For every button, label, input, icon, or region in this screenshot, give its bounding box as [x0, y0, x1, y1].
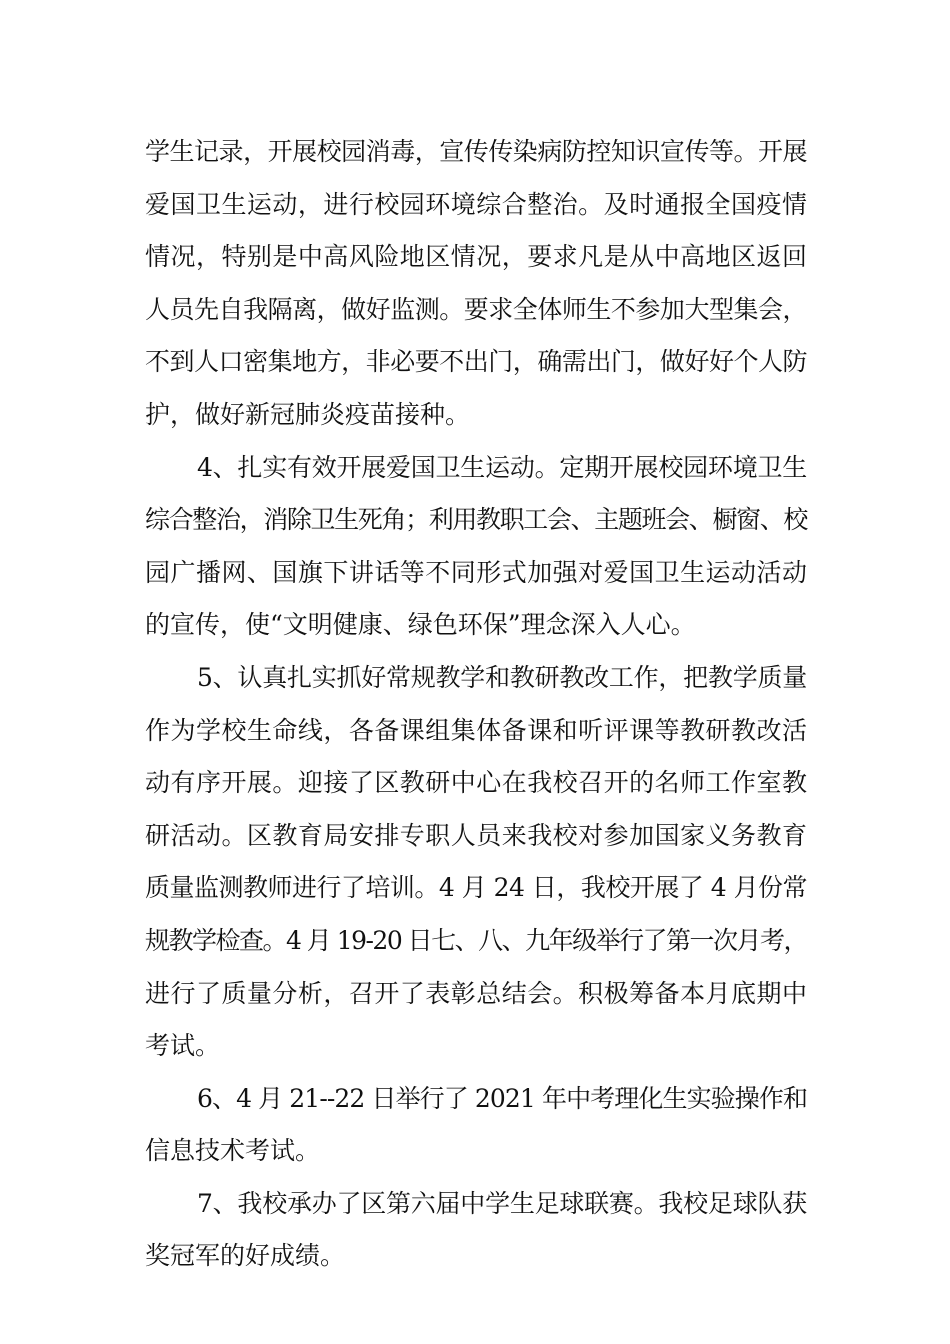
text-line: 5、认真扎实抓好常规教学和教研教改工作，把教学质量 — [197, 662, 807, 692]
paragraph-item-5 — [145, 652, 807, 1073]
text-line: 研活动。区教育局安排专职人员来我校对参加国家义务教育 — [145, 820, 807, 850]
text-line: 6、4 月 21--22 日举行了 2021 年中考理化生实验操作和 — [197, 1083, 808, 1113]
text-line: 规教学检查。4 月 19-20 日七、八、九年级举行了第一次月考， — [145, 925, 807, 955]
text-line: 4、扎实有效开展爱国卫生运动。定期开展校园环境卫生 — [197, 452, 807, 482]
text-line: 考试。 — [145, 1031, 221, 1061]
paragraph-item-6 — [145, 1073, 807, 1178]
text-line: 质量监测教师进行了培训。4 月 24 日，我校开展了 4 月份常 — [145, 873, 808, 903]
text-line: 爱国卫生运动，进行校园环境综合整治。及时通报全国疫情 — [145, 189, 807, 219]
text-line: 的宣传，使“文明健康、绿色环保”理念深入人心。 — [145, 610, 696, 640]
document-body — [145, 126, 807, 1283]
text-line: 情况，特别是中高风险地区情况，要求凡是从中高地区返回 — [145, 242, 807, 272]
text-line: 综合整治，消除卫生死角；利用教职工会、主题班会、橱窗、校 — [145, 505, 807, 535]
text-line: 动有序开展。迎接了区教研中心在我校召开的名师工作室教 — [145, 768, 807, 798]
text-line: 学生记录，开展校园消毒，宣传传染病防控知识宣传等。开展 — [145, 137, 808, 166]
text-line: 不到人口密集地方，非必要不出门，确需出门，做好好个人防 — [145, 347, 808, 377]
paragraph-epidemic-prevention — [145, 126, 807, 442]
text-line: 园广播网、国旗下讲话等不同形式加强对爱国卫生运动活动 — [145, 557, 807, 587]
text-line: 人员先自我隔离，做好监测。要求全体师生不参加大型集会， — [145, 294, 808, 324]
paragraph-item-4 — [145, 442, 807, 652]
text-line: 奖冠军的好成绩。 — [145, 1241, 346, 1271]
text-line: 护，做好新冠肺炎疫苗接种。 — [145, 399, 471, 429]
text-line: 作为学校生命线，各备课组集体备课和听评课等教研教改活 — [145, 715, 807, 745]
text-line: 信息技术考试。 — [145, 1136, 321, 1166]
text-line: 7、我校承办了区第六届中学生足球联赛。我校足球队获 — [197, 1188, 807, 1218]
paragraph-item-7 — [145, 1178, 807, 1283]
text-line: 进行了质量分析，召开了表彰总结会。积极筹备本月底期中 — [145, 978, 807, 1008]
